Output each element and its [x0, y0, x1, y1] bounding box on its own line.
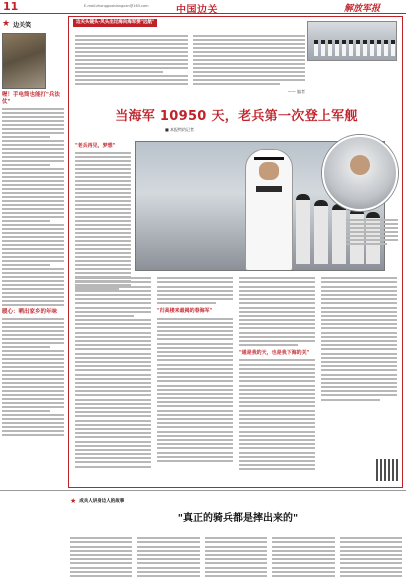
sailors-formation-photo: [307, 21, 397, 61]
section-title: 中国边关: [176, 5, 218, 16]
story-title: 喔！手电筒也能打"兵法仗": [2, 92, 60, 105]
page-header: [0, 0, 406, 14]
article-kicker: 边关头镜头·风头出过海向海军要"远航": [73, 19, 157, 27]
bottom-story: [0, 490, 406, 578]
page-number: 11: [3, 0, 19, 13]
feature-article: [68, 16, 403, 488]
section-subhead: "归高楼来最揭的春海军": [157, 308, 213, 315]
lead-byline: —— 编者: [287, 89, 305, 94]
story2-title: 暖心：晒出家乡的年味: [2, 309, 58, 315]
qr-code[interactable]: [376, 459, 398, 481]
star-icon: ★: [70, 497, 77, 505]
masthead-logo: 解放军报: [344, 4, 381, 14]
column-badge: [70, 497, 124, 505]
pull-quote-text: "老兵再见，梦想": [75, 143, 116, 149]
contact-email: E-mail:zhongguobianguan@163.com: [84, 4, 149, 8]
soldier-photo: [2, 33, 46, 89]
column-badge-label: 成兵人讲身边人的故事: [79, 499, 125, 504]
photo-caption: [346, 217, 398, 263]
portrait-inset-photo: [322, 135, 398, 211]
reporter-credits: ■ 本报特约记者: [165, 127, 195, 132]
article-body: [75, 275, 397, 483]
left-column: [2, 18, 64, 488]
bottom-headline: "真正的骑兵都是摔出来的": [177, 513, 299, 524]
article-headline: 当海军 10950 天，老兵第一次登上军舰: [115, 109, 358, 124]
column-header-label: 边关笑: [13, 21, 32, 29]
star-icon: ★: [2, 19, 11, 29]
story2-text: [2, 318, 64, 436]
story-text: [2, 108, 64, 306]
section-subhead: "通是我的天，也是我下海的关": [239, 350, 310, 357]
pull-quote: [75, 143, 131, 290]
column-header: [2, 18, 64, 30]
lead-paragraph: [75, 33, 305, 88]
bottom-body: [70, 535, 402, 578]
naval-officer-figure: [246, 150, 292, 270]
